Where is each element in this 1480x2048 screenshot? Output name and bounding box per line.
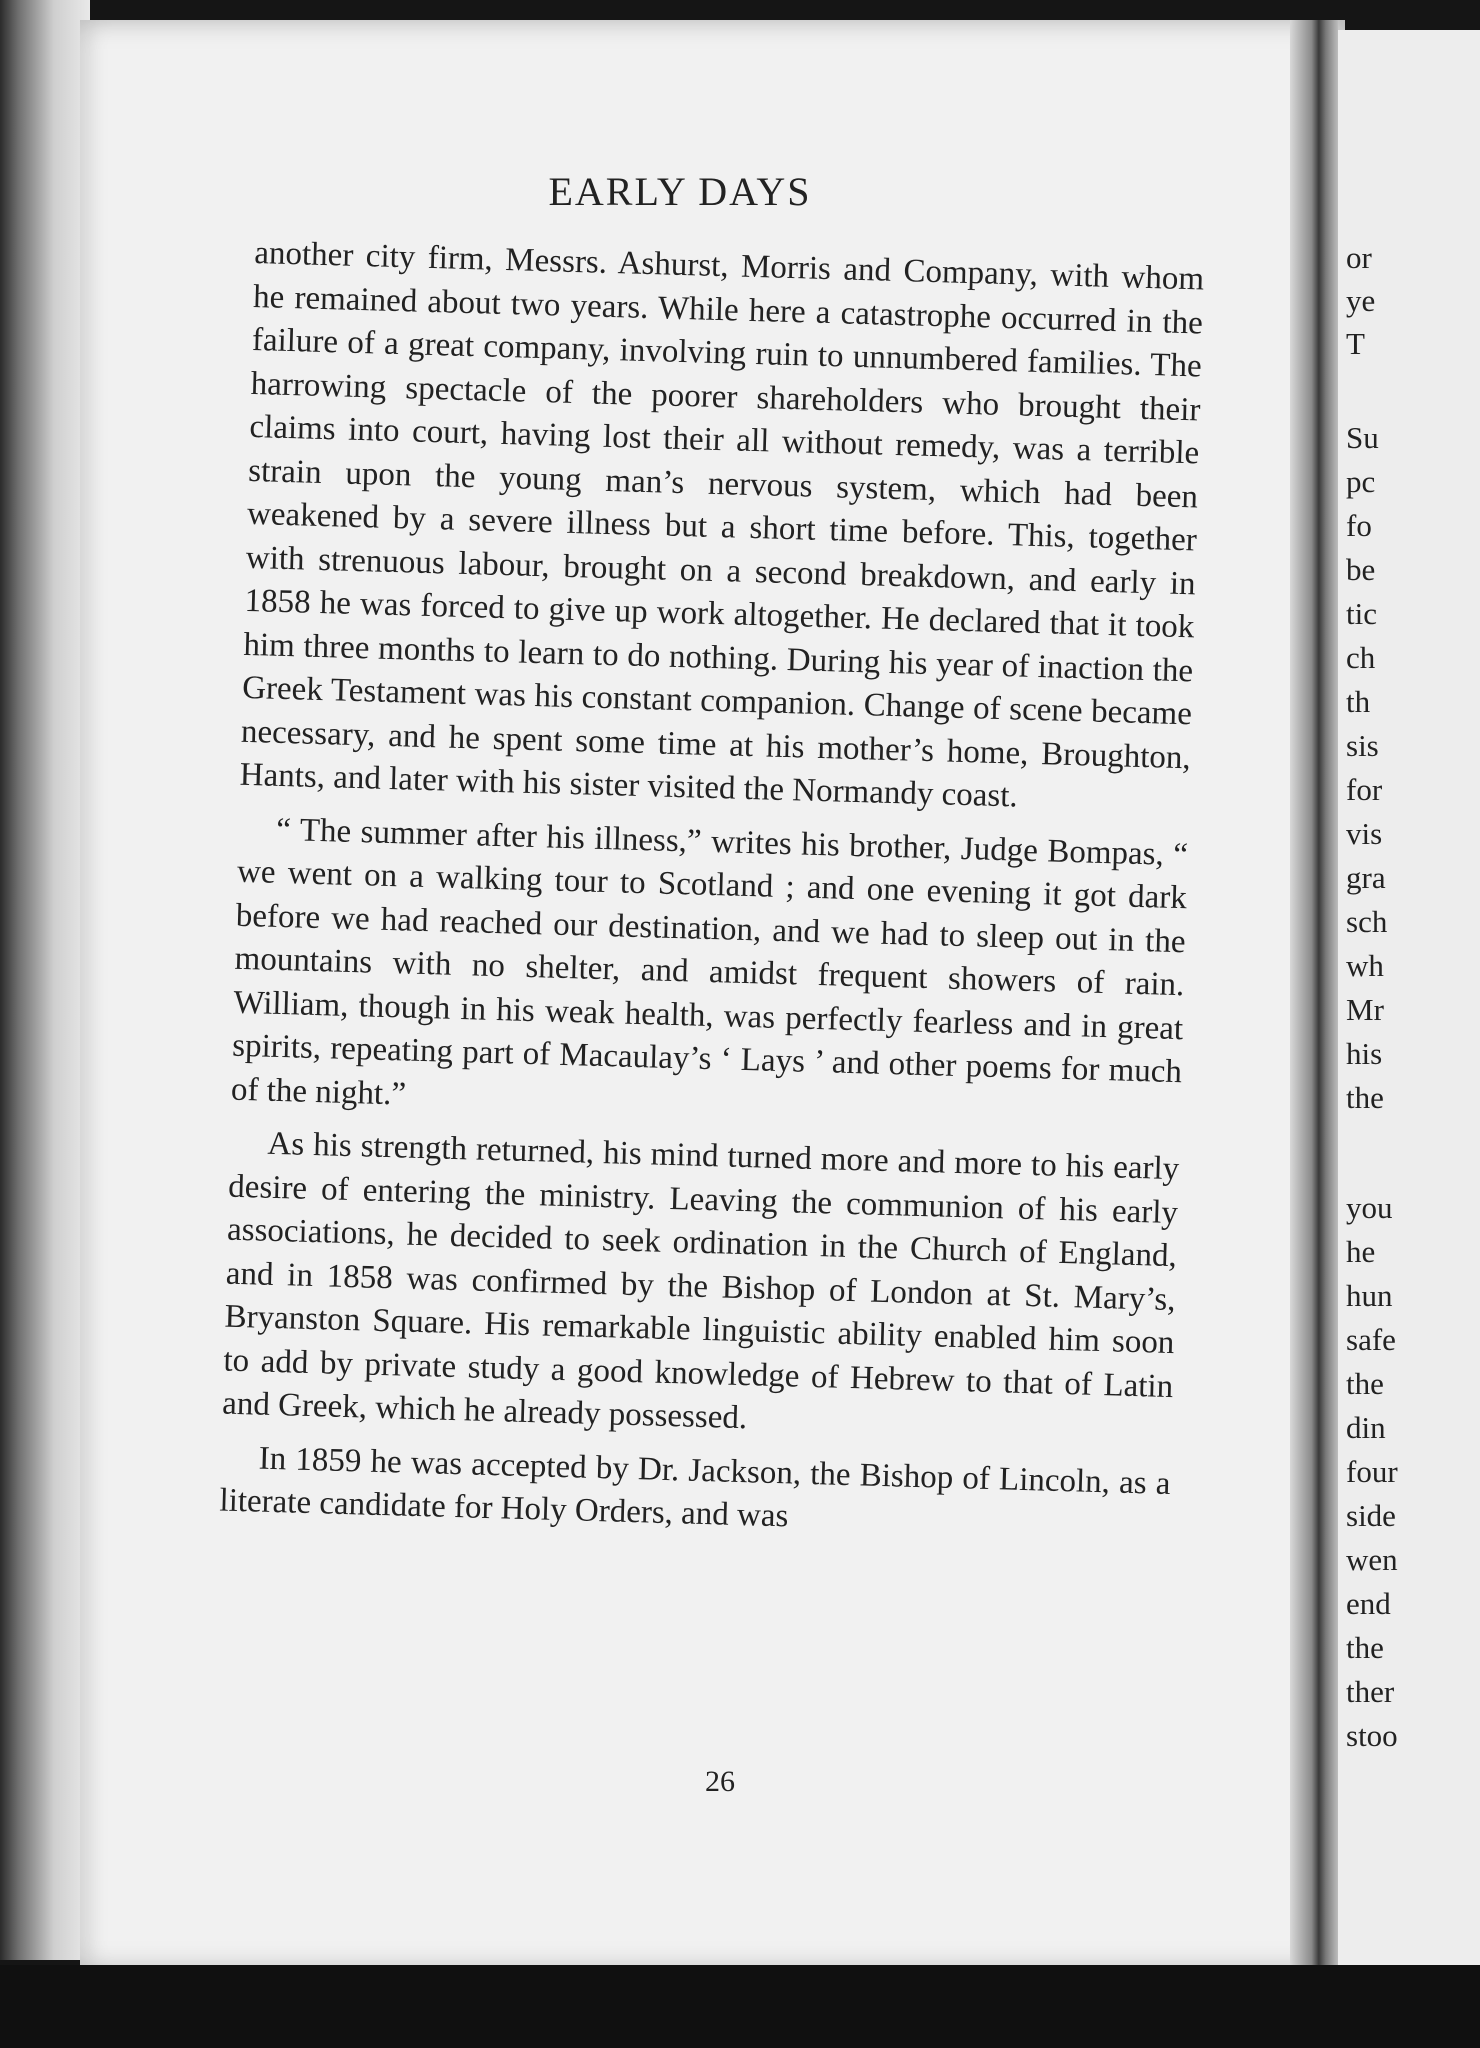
facing-page-line: Su <box>1346 420 1379 455</box>
facing-page-line: the <box>1346 1630 1384 1665</box>
facing-page-line: T <box>1346 326 1365 361</box>
facing-page-line: his <box>1346 1036 1383 1071</box>
facing-page-line: the <box>1346 1080 1384 1115</box>
facing-page-line: din <box>1346 1410 1386 1445</box>
book-left-edge <box>0 0 90 1960</box>
facing-page-line: he <box>1346 1234 1376 1269</box>
facing-page-line: wh <box>1346 948 1384 983</box>
page-number: 26 <box>705 1765 735 1798</box>
facing-page-line: side <box>1346 1498 1396 1533</box>
scan-bottom-edge <box>0 1965 1480 2048</box>
book-gutter <box>1290 20 1338 1970</box>
facing-page-line: th <box>1346 684 1371 719</box>
facing-page-line: wen <box>1346 1542 1398 1577</box>
facing-page-line: four <box>1346 1454 1398 1489</box>
facing-page-line: ye <box>1346 283 1376 318</box>
page-body <box>219 232 1205 1560</box>
facing-page-line: fo <box>1346 508 1372 543</box>
facing-page-line: hun <box>1346 1278 1393 1313</box>
facing-page-line: stoo <box>1346 1718 1398 1753</box>
facing-page-line: the <box>1346 1366 1384 1401</box>
running-header: EARLY DAYS <box>548 169 812 214</box>
facing-page-line: be <box>1346 552 1376 587</box>
paragraph-3: As his strength returned, his mind turned more and more to his early desire of entering the ministry. Leaving the communion of his early associations, he decided to seek ordination in the Church of England, and in 1858 was confirmed by the Bishop of London at St. Mary’s, Bryanston Square. His remarkable linguistic ability enabled him soon to add by private study a good knowledge of Hebrew to that of Latin and Greek, which he already possessed. <box>221 1125 1180 1437</box>
facing-page-line: for <box>1346 772 1383 807</box>
facing-page-line: sis <box>1346 728 1379 763</box>
facing-page-line: end <box>1346 1586 1391 1621</box>
facing-page-line: you <box>1346 1190 1393 1225</box>
facing-page-line: vis <box>1346 816 1383 851</box>
facing-page-line: gra <box>1346 860 1386 895</box>
facing-page-line: Mr <box>1346 992 1384 1027</box>
facing-page-line: safe <box>1346 1322 1396 1357</box>
facing-page-line: pc <box>1346 464 1376 499</box>
facing-page-line: ther <box>1346 1674 1395 1709</box>
paragraph-1: another city firm, Messrs. Ashurst, Morris and Company, with whom he remained about two years. While here a catastrophe occurred in the failure of a great company, involving ruin to unnumbered families. The harrowing spectacle of the poorer shareholders who brought their claims into court, having lost their all without remedy, was a terrible strain upon the young man’s nervous system, which had been weakened by a severe illness but a short time before. This, together with strenuous labour, brought on a second breakdown, and early in 1858 he was forced to give up work altogether. He declared that it took him three months to learn to do nothing. During his year of inaction the Greek Testament was his constant companion. Change of scene became necessary, and he spent some time at his mother’s home, Broughton, Hants, and later with his sister visited the Normandy coast. <box>239 234 1205 815</box>
facing-page-line: tic <box>1346 596 1377 631</box>
facing-page <box>1338 30 1480 1970</box>
paragraph-2: “ The summer after his illness,” writes his brother, Judge Bompas, “ we went on a walking tour to Scotland ; and one evening it got dark before we had reached our destination, and we had to sleep out in the mountains with no shelter, and amidst frequent showers of rain. William, though in his weak health, was perfectly fearless and in great spirits, repeating part of Macaulay’s ‘ Lays ’ and other poems for much of the night.” <box>230 811 1189 1113</box>
facing-page-line: sch <box>1346 904 1388 939</box>
facing-page-line: ch <box>1346 640 1376 675</box>
paragraph-4: In 1859 he was accepted by Dr. Jackson, the Bishop of Lincoln, as a literate candidate for Holy Orders, and was <box>219 1440 1171 1535</box>
facing-page-line: or <box>1346 240 1372 275</box>
